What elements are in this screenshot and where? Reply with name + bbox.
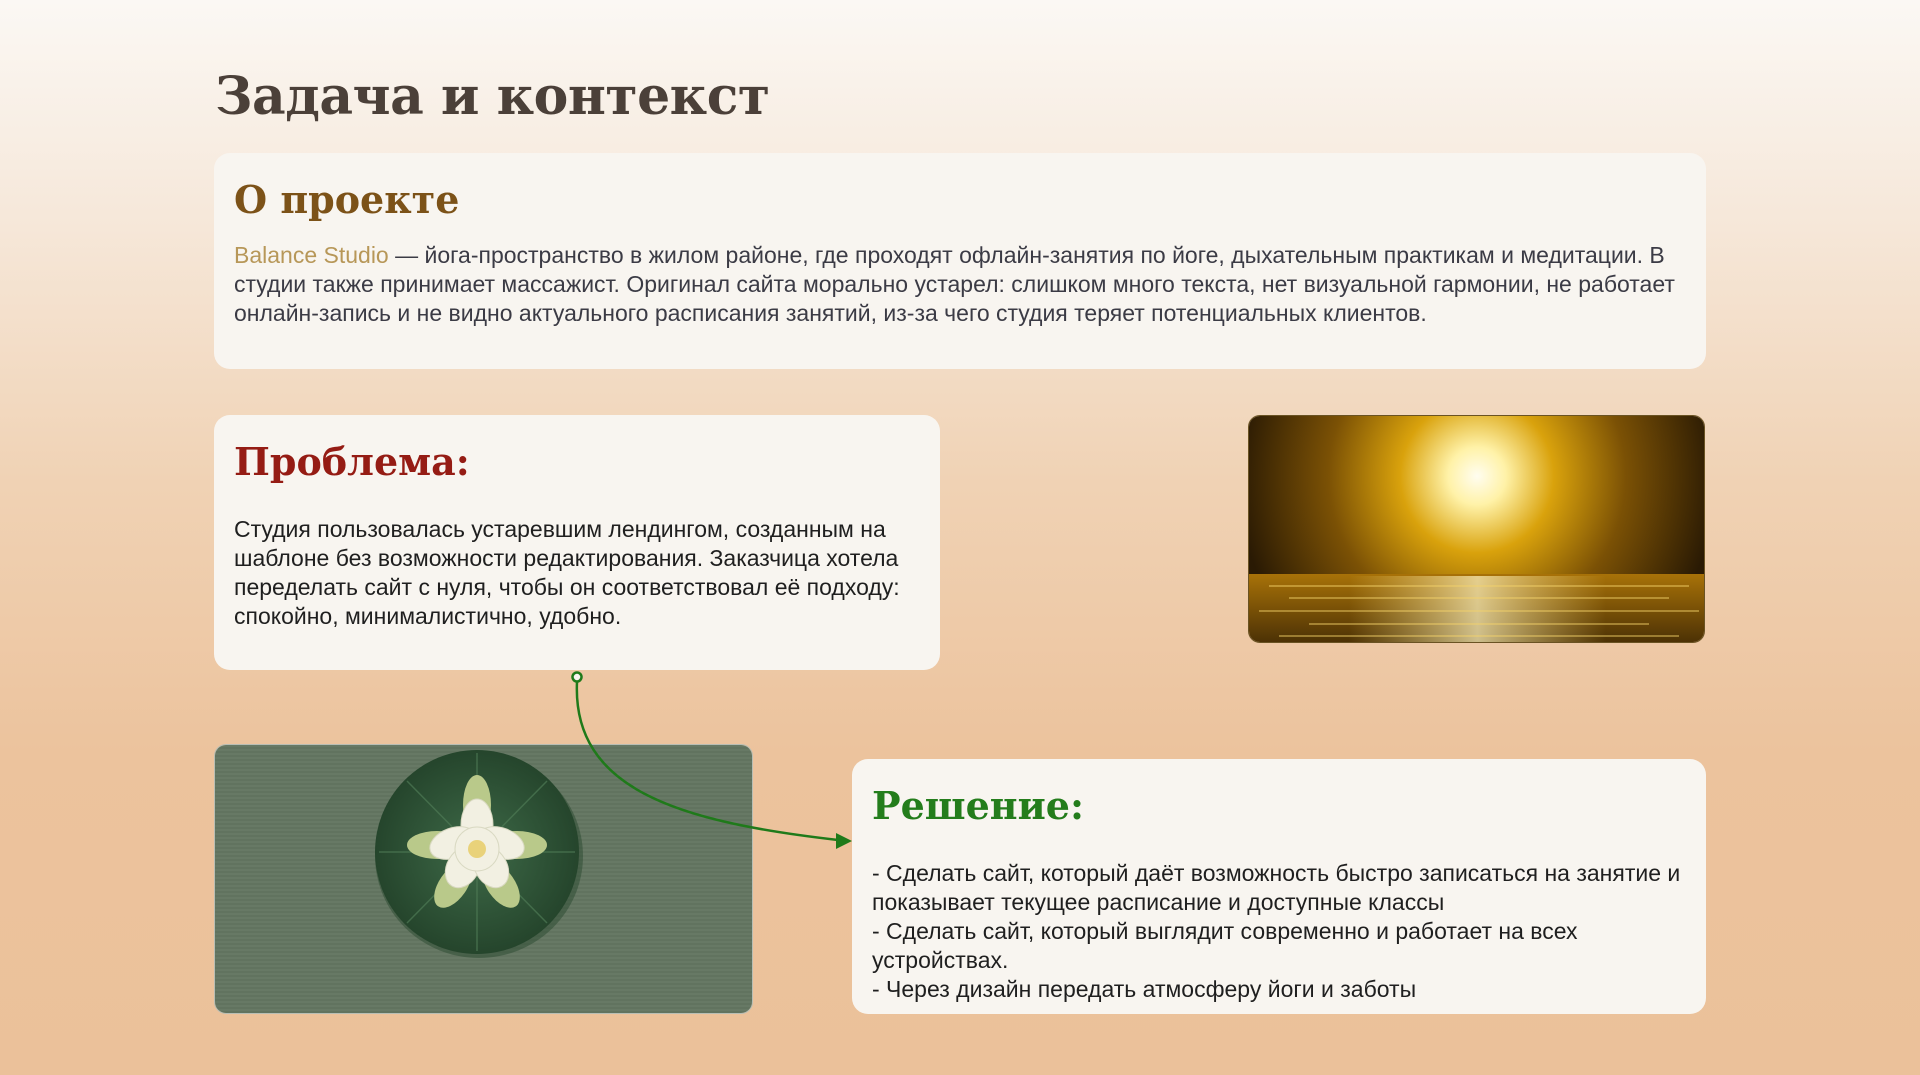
brand-name: Balance Studio (234, 242, 389, 268)
arrow-start-dot (573, 673, 582, 682)
solution-list (872, 859, 1686, 1004)
lotus-illustration (215, 745, 753, 1014)
about-project-title: О проекте (234, 177, 460, 222)
about-project-card (214, 153, 1706, 369)
problem-card (214, 415, 940, 670)
solution-item-1: - Сделать сайт, который даёт возможность быстро записаться на занятие и показывает текущее расписание и доступные классы (872, 860, 1681, 915)
solution-item-3: - Через дизайн передать атмосферу йоги и заботы (872, 976, 1417, 1002)
page-title: Задача и контекст (215, 66, 770, 127)
problem-title: Проблема: (234, 439, 470, 484)
about-project-text (234, 241, 1686, 328)
sunset-illustration (1249, 416, 1705, 643)
sunset-image (1248, 415, 1705, 643)
solution-title: Решение: (872, 783, 1084, 828)
solution-item-2: - Сделать сайт, который выглядит современно и работает на всех устройствах. (872, 918, 1578, 973)
arrow-head (836, 833, 852, 849)
problem-text: Студия пользовалась устаревшим лендингом, созданным на шаблоне без возможности редактирования. Заказчица хотела переделать сайт с нуля, чтобы он соответствовал её подходу: спокойно, минималистично, удобно. (234, 516, 900, 629)
about-project-description: — йога-пространство в жилом районе, где проходят офлайн-занятия по йоге, дыхательным практикам и медитации. В студии также принимает массажист. Оригинал сайта морально устарел: слишком много текста, нет визуальной гармонии, не работает онлайн-запись и не видно актуального расписания занятий, из-за чего студия теряет потенциальных клиентов. (234, 242, 1675, 326)
lotus-image (214, 744, 753, 1014)
solution-card (852, 759, 1706, 1014)
